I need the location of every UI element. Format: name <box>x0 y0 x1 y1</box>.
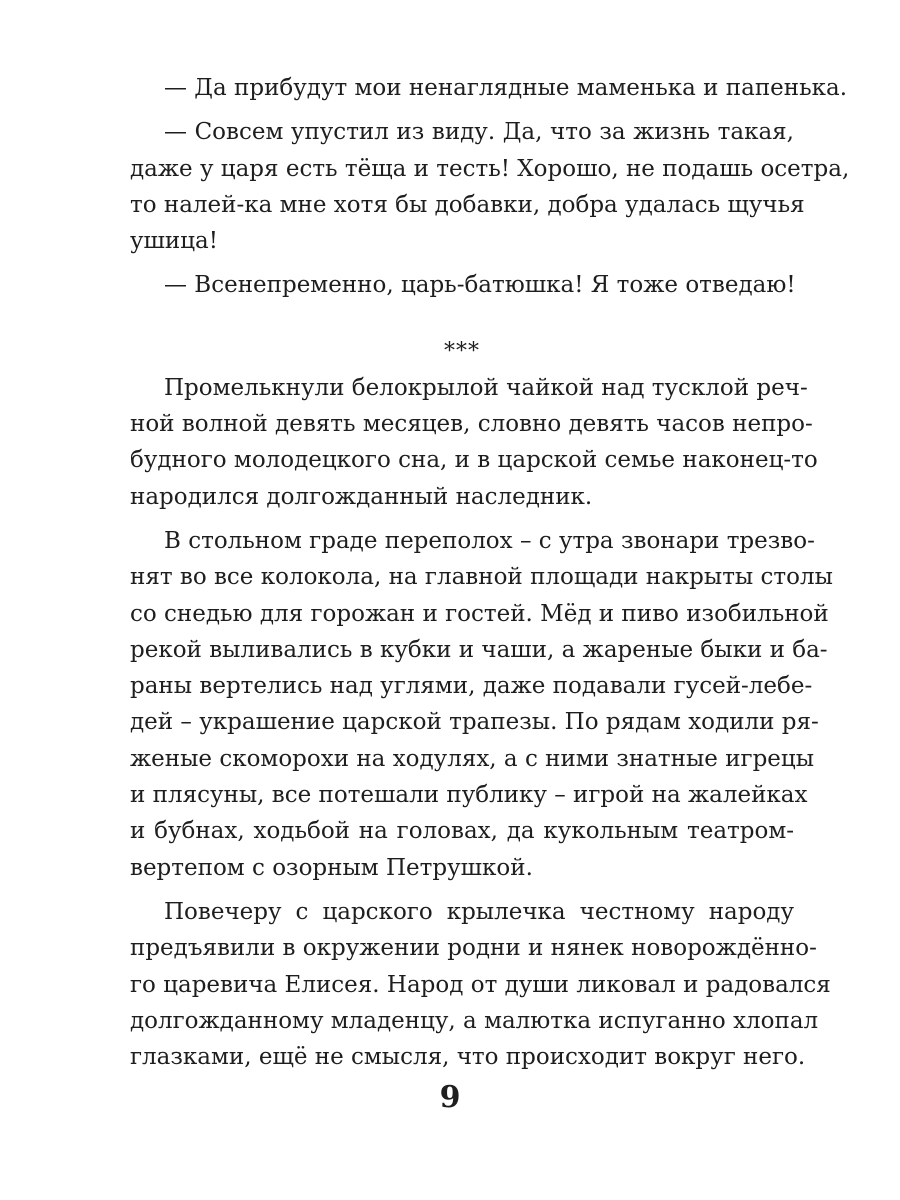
text-line: и плясуны, все потешали публику – игрой на жалейках <box>130 782 808 809</box>
paragraph-narrative-1 <box>130 370 818 515</box>
text-line: — Да прибудут мои ненаглядные маменька и папенька. <box>164 75 848 101</box>
text-line: и бубнах, ходьбой на головах, да кукольным театром- <box>130 818 794 845</box>
text-line: го царевича Елисея. Народ от души ликовал и радовался <box>130 971 831 998</box>
text-line: — Всенепременно, царь-батюшка! Я тоже отведаю! <box>164 272 796 299</box>
text-line: — Совсем упустил из виду. Да, что за жизнь такая, <box>164 119 794 146</box>
text-line: ной волной девять месяцев, словно девять часов непро- <box>130 411 813 438</box>
paragraph-narrative-3 <box>130 894 831 1075</box>
text-line: даже у царя есть тёща и тесть! Хорошо, не подашь осетра, <box>130 155 850 182</box>
text-line: со снедью для горожан и гостей. Мёд и пиво изобильной <box>130 600 829 627</box>
text-line: женые скоморохи на ходулях, а с ними знатные игрецы <box>130 745 815 772</box>
text-line: нят во все колокола, на главной площади накрыты столы <box>130 564 833 591</box>
text-line: дей – украшение царской трапезы. По рядам ходили ря- <box>130 709 819 736</box>
page-number: 9 <box>439 1080 461 1115</box>
text-line: глазками, ещё не смысля, что происходит вокруг него. <box>130 1044 806 1071</box>
section-divider: *** <box>444 338 480 364</box>
text-line: предъявили в окружении родни и нянек новорождённо- <box>130 935 817 962</box>
text-line: Промелькнули белокрылой чайкой над тусклой реч- <box>164 374 808 401</box>
text-line: Повечеру с царского крылечка честному народу <box>164 898 794 925</box>
text-line: ушица! <box>130 228 218 255</box>
text-line: рекой выливались в кубки и чаши, а жареные быки и ба- <box>130 636 828 663</box>
paragraph-dialogue-1 <box>130 70 848 106</box>
text-line: народился долгожданный наследник. <box>130 483 593 510</box>
paragraph-dialogue-2 <box>130 114 850 259</box>
text-line: В стольном граде переполох – с утра звонари трезво- <box>164 527 815 554</box>
paragraph-narrative-2 <box>130 523 833 886</box>
text-line: вертепом с озорным Петрушкой. <box>130 854 533 881</box>
text-line: будного молодецкого сна, и в царской семье наконец-то <box>130 447 818 474</box>
text-line: раны вертелись над углями, даже подавали гусей-лебе- <box>130 673 813 700</box>
text-line: долгожданному младенцу, а малютка испуганно хлопал <box>130 1007 819 1034</box>
paragraph-dialogue-3 <box>130 267 794 303</box>
text-line: то налей-ка мне хотя бы добавки, добра удалась щучья <box>130 191 805 218</box>
book-page-text <box>130 70 850 1075</box>
